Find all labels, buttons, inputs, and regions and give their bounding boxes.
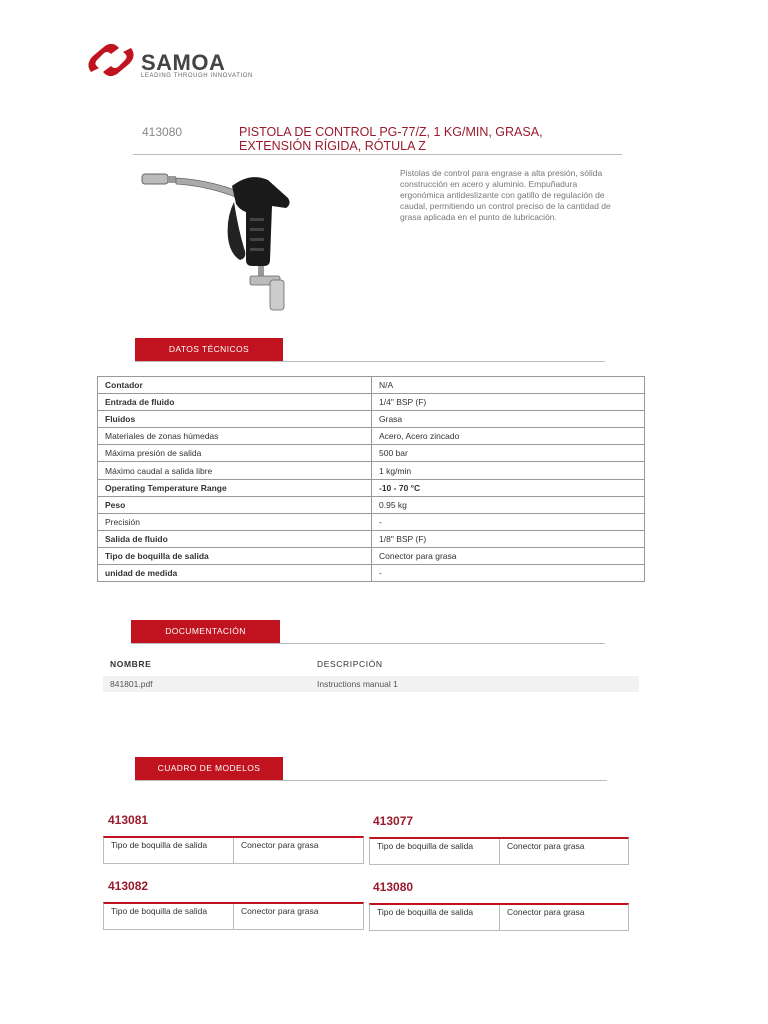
model-code[interactable]: 413081 [108, 813, 149, 827]
model-attr-label: Tipo de boquilla de salida [111, 906, 208, 916]
spec-label: Fluidos [98, 411, 372, 428]
spec-value: 1 kg/min [372, 462, 645, 479]
table-row [98, 547, 645, 564]
samoa-logo [83, 40, 283, 85]
spec-label: Contador [98, 377, 372, 394]
spec-table [97, 376, 645, 582]
spec-value: Acero, Acero zincado [372, 428, 645, 445]
document-file-link[interactable]: 841801.pdf [110, 679, 153, 689]
table-row [98, 411, 645, 428]
tab-cuadro-de-modelos[interactable]: CUADRO DE MODELOS [135, 757, 283, 780]
table-row [98, 462, 645, 479]
spec-value: Grasa [372, 411, 645, 428]
table-row [98, 445, 645, 462]
model-code[interactable]: 413080 [373, 880, 414, 894]
spec-value: - [372, 513, 645, 530]
spec-label: unidad de medida [98, 565, 372, 582]
spec-value: 1/4" BSP (F) [372, 394, 645, 411]
spec-label: Entrada de fluido [98, 394, 372, 411]
model-attr-value: Conector para grasa [507, 907, 585, 917]
spec-value: N/A [372, 377, 645, 394]
spec-label: Tipo de boquilla de salida [98, 547, 372, 564]
table-row [98, 530, 645, 547]
spec-label: Precisión [98, 513, 372, 530]
spec-label: Máxima presión de salida [98, 445, 372, 462]
spec-value: - [372, 565, 645, 582]
model-attr-label: Tipo de boquilla de salida [377, 841, 474, 851]
table-row [98, 479, 645, 496]
product-title: PISTOLA DE CONTROL PG-77/Z, 1 KG/MIN, GRASA, EXTENSIÓN RÍGIDA, RÓTULA Z [239, 125, 543, 153]
spec-value: 0.95 kg [372, 496, 645, 513]
brand-name: SAMOA [141, 50, 226, 75]
model-attribute-box [369, 837, 629, 865]
model-code[interactable]: 413077 [373, 814, 414, 828]
table-row [98, 394, 645, 411]
model-code[interactable]: 413082 [108, 879, 149, 893]
docs-col-name: NOMBRE [110, 659, 152, 669]
docs-divider [131, 643, 605, 644]
grease-gun-image [140, 168, 300, 313]
spec-value: 500 bar [372, 445, 645, 462]
model-attr-label: Tipo de boquilla de salida [111, 840, 208, 850]
table-row [98, 565, 645, 582]
table-row [98, 496, 645, 513]
spec-value: 1/8" BSP (F) [372, 530, 645, 547]
models-divider [135, 780, 607, 781]
model-attr-value: Conector para grasa [241, 906, 319, 916]
spec-label: Máximo caudal a salida libre [98, 462, 372, 479]
docs-col-description: DESCRIPCIÓN [317, 659, 383, 669]
model-attribute-box [103, 902, 364, 930]
product-description: Pistolas de control para engrase a alta presión, sólida construcción en acero y aluminio. Empuñadura ergonómica antideslizante con gatillo de regulación de caudal, permitiendo un control preciso de la cantidad de grasa aplicada en el punto de lubricación. [400, 168, 611, 222]
spec-label: Peso [98, 496, 372, 513]
tech-divider [135, 361, 605, 362]
spec-label: Materiales de zonas húmedas [98, 428, 372, 445]
model-attr-value: Conector para grasa [241, 840, 319, 850]
table-row [98, 377, 645, 394]
document-description: Instructions manual 1 [317, 679, 398, 689]
spec-label: Salida de fluido [98, 530, 372, 547]
product-code: 413080 [142, 125, 183, 139]
tab-datos-tecnicos[interactable]: DATOS TÉCNICOS [135, 338, 283, 361]
header-divider [133, 154, 622, 155]
spec-value: -10 - 70 °C [372, 479, 645, 496]
spec-label: Operating Temperature Range [98, 479, 372, 496]
samoa-swirl-icon [83, 42, 139, 78]
tab-documentacion[interactable]: DOCUMENTACIÓN [131, 620, 280, 643]
model-attribute-box [103, 836, 364, 864]
table-row [98, 513, 645, 530]
brand-tagline: LEADING THROUGH INNOVATION [141, 73, 253, 79]
model-attr-value: Conector para grasa [507, 841, 585, 851]
table-row [98, 428, 645, 445]
model-attr-label: Tipo de boquilla de salida [377, 907, 474, 917]
model-attribute-box [369, 903, 629, 931]
spec-value: Conector para grasa [372, 547, 645, 564]
